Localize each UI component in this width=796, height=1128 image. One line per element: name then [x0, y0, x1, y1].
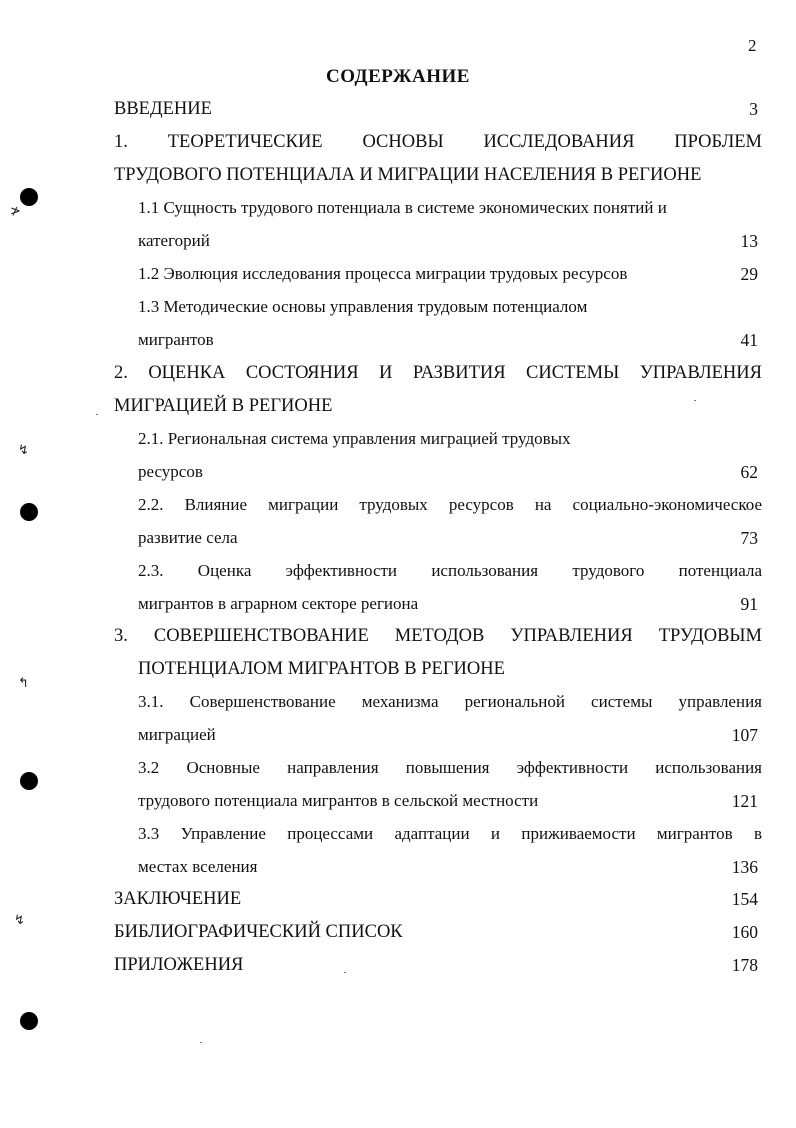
toc-entry-bibliography: БИБЛИОГРАФИЧЕСКИЙ СПИСОК — [114, 922, 403, 942]
toc-section-3-2-line-2: трудового потенциала мигрантов в сельской местности — [138, 791, 539, 810]
toc-section-3-1-line-1: 3.1. Совершенствование механизма региональной системы управления — [138, 692, 762, 711]
toc-page-1-2: 29 — [740, 264, 758, 284]
toc-section-3-3-line-2: местах вселения — [138, 857, 258, 876]
toc-section-1-2-line-1: 1.2 Эволюция исследования процесса миграции трудовых ресурсов — [138, 264, 628, 283]
toc-chapter-3-line-2: ПОТЕНЦИАЛОМ МИГРАНТОВ В РЕГИОНЕ — [138, 659, 505, 679]
toc-chapter-3-line-1: 3. СОВЕРШЕНСТВОВАНИЕ МЕТОДОВ УПРАВЛЕНИЯ ТРУДОВЫМ — [114, 626, 762, 646]
toc-entry-conclusion: ЗАКЛЮЧЕНИЕ — [114, 889, 242, 909]
scan-speck — [96, 414, 98, 415]
toc-page-conclusion: 154 — [731, 889, 758, 909]
scan-mark: ↰ — [18, 676, 29, 691]
toc-page-intro: 3 — [749, 99, 758, 119]
toc-chapter-1-line-2: ТРУДОВОГО ПОТЕНЦИАЛА И МИГРАЦИИ НАСЕЛЕНИЯ В РЕГИОНЕ — [114, 165, 702, 185]
punch-hole — [20, 188, 38, 206]
toc-section-2-1-line-1: 2.1. Региональная система управления миграцией трудовых — [138, 429, 571, 448]
toc-page-2-1: 62 — [740, 462, 758, 482]
toc-section-3-3-line-1: 3.3 Управление процессами адаптации и приживаемости мигрантов в — [138, 824, 762, 843]
scan-mark: ↯ — [18, 443, 29, 458]
toc-section-3-1-line-2: миграцией — [138, 725, 216, 744]
punch-hole — [20, 503, 38, 521]
page-title: СОДЕРЖАНИЕ — [326, 66, 470, 87]
toc-section-1-3-line-2: мигрантов — [138, 330, 214, 349]
toc-page-1-3: 41 — [740, 330, 758, 350]
scan-speck — [200, 1042, 202, 1043]
toc-page-2-2: 73 — [740, 528, 758, 548]
toc-section-1-3-line-1: 1.3 Методические основы управления трудовым потенциалом — [138, 297, 588, 316]
toc-page-2-3: 91 — [740, 594, 758, 614]
scan-mark: ↯ — [14, 913, 25, 928]
toc-page-appendices: 178 — [731, 955, 758, 975]
toc-chapter-2-line-1: 2. ОЦЕНКА СОСТОЯНИЯ И РАЗВИТИЯ СИСТЕМЫ УПРАВЛЕНИЯ — [114, 363, 762, 383]
toc-section-3-2-line-1: 3.2 Основные направления повышения эффективности использования — [138, 758, 762, 777]
toc-section-2-2-line-2: развитие села — [138, 528, 238, 547]
toc-section-2-1-line-2: ресурсов — [138, 462, 203, 481]
toc-page-1-1: 13 — [740, 231, 758, 251]
toc-entry-intro: ВВЕДЕНИЕ — [114, 99, 212, 119]
scan-speck — [694, 400, 696, 401]
toc-entry-appendices: ПРИЛОЖЕНИЯ — [114, 955, 244, 975]
scan-speck — [344, 972, 346, 973]
toc-page-3-2: 121 — [731, 791, 758, 811]
toc-chapter-1-line-1: 1. ТЕОРЕТИЧЕСКИЕ ОСНОВЫ ИССЛЕДОВАНИЯ ПРОБЛЕМ — [114, 132, 762, 152]
toc-page-bibliography: 160 — [731, 922, 758, 942]
toc-page-3-1: 107 — [731, 725, 758, 745]
toc-page-3-3: 136 — [731, 857, 758, 877]
punch-hole — [20, 1012, 38, 1030]
punch-hole — [20, 772, 38, 790]
toc-chapter-2-line-2: МИГРАЦИЕЙ В РЕГИОНЕ — [114, 396, 333, 416]
toc-section-1-1-line-2: категорий — [138, 231, 210, 250]
toc-section-2-2-line-1: 2.2. Влияние миграции трудовых ресурсов на социально-экономическое — [138, 495, 762, 514]
toc-section-1-1-line-1: 1.1 Сущность трудового потенциала в системе экономических понятий и — [138, 198, 667, 217]
scan-mark: ≯ — [10, 204, 21, 219]
page-number: 2 — [748, 36, 757, 55]
toc-section-2-3-line-2: мигрантов в аграрном секторе региона — [138, 594, 419, 613]
toc-section-2-3-line-1: 2.3. Оценка эффективности использования трудового потенциала — [138, 561, 762, 580]
